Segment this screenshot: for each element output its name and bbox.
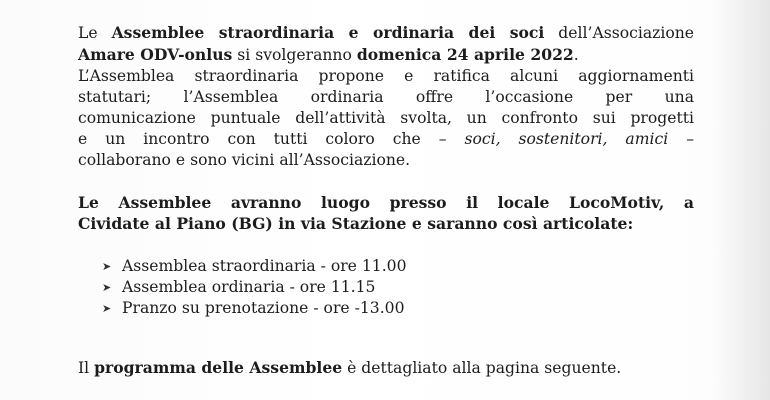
association-name-bold: Amare ODV-onlus [78, 45, 233, 64]
intro-line-2: Amare ODV-onlus si svolgeranno domenica 24 aprile 2022. [78, 45, 579, 64]
soci-sostenitori-amici-italic: soci, sostenitori, amici [464, 130, 669, 148]
intro-line-4: statutari; l’Assemblea ordinaria offre l’occasione per una [78, 88, 694, 106]
location-line-2: Cividate al Piano (BG) in via Stazione e saranno così articolate: [78, 214, 634, 233]
page-edge-shadow [710, 0, 770, 400]
arrowhead-bullet-icon: ➤ [102, 260, 112, 273]
list-item [102, 298, 694, 319]
intro-line-7: collaborano e sono vicini all’Associazione. [78, 151, 411, 169]
location-paragraph [78, 192, 694, 234]
schedule-list [78, 256, 694, 319]
arrowhead-bullet-icon: ➤ [102, 302, 112, 315]
intro-line-6: e un incontro con tutti coloro che – soci, sostenitori, amici – [78, 130, 694, 148]
assemblee-title-bold: Assemblee straordinaria e ordinaria dei soci [111, 23, 545, 42]
final-note: Il programma delle Assemblee è dettagliato alla pagina seguente. [78, 358, 622, 377]
intro-paragraph [78, 22, 694, 171]
intro-line-1: Le Assemblee straordinaria e ordinaria dei soci dell’Associazione [78, 23, 694, 42]
list-item [102, 277, 694, 298]
arrowhead-bullet-icon: ➤ [102, 281, 112, 294]
list-item [102, 256, 694, 277]
intro-line-5: comunicazione puntuale dell’attività svolta, un confronto sui progetti [78, 109, 694, 127]
schedule-item-text: Pranzo su prenotazione - ore -13.00 [122, 299, 405, 317]
schedule-item-text: Assemblea ordinaria - ore 11.15 [122, 278, 376, 296]
programma-bold: programma delle Assemblee [94, 358, 343, 377]
meeting-date-bold: domenica 24 aprile 2022 [356, 45, 574, 64]
intro-line-3: L’Assemblea straordinaria propone e ratifica alcuni aggiornamenti [78, 67, 694, 85]
document-content [78, 22, 694, 379]
location-line-1: Le Assemblee avranno luogo presso il locale LocoMotiv, a [78, 193, 694, 212]
schedule-item-text: Assemblea straordinaria - ore 11.00 [122, 257, 407, 275]
